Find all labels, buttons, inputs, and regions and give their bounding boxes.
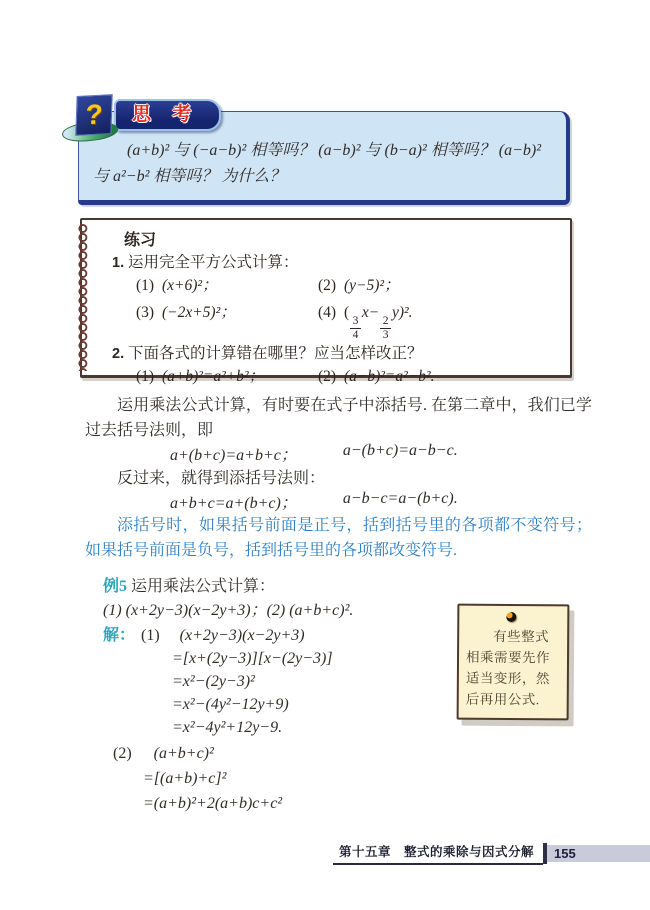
solution-part1-start — [103, 624, 445, 647]
solve-label: 解： — [103, 627, 136, 644]
think-box — [62, 95, 570, 205]
denominator: 3 — [382, 329, 389, 342]
practice-q1 — [112, 252, 560, 274]
solution-line: =x²−4y²+12y−9. — [172, 719, 283, 736]
solution-line: (x+2y−3)(x−2y+3) — [179, 627, 305, 644]
practice-title: 练习 — [124, 232, 157, 249]
exercise-item — [318, 365, 560, 388]
item-formula: (a+b)²=a²+b²； — [161, 367, 265, 385]
fraction — [350, 315, 361, 342]
item-number: (3) — [136, 304, 155, 321]
item-number: (2) — [318, 277, 337, 294]
numerator: 2 — [380, 315, 391, 329]
think-badge: 思 考 — [114, 99, 221, 131]
sticky-note-text: 有些整式相乘需要先作适当变形，然后再用公式. — [465, 628, 551, 708]
pin-icon — [506, 612, 516, 622]
page-number: 155 — [547, 845, 650, 862]
example-problems: (1) (x+2y−3)(x−2y+3)；(2) (a+b+c)². — [103, 602, 354, 619]
exercise-item-with-fractions — [318, 297, 560, 343]
paragraph-remove-brackets: 运用乘法公式计算，有时要在式子中添括号. 在第二章中，我们已学过去括号法则，即 — [85, 397, 592, 439]
sticky-note — [457, 604, 570, 721]
q1-number: 1. — [112, 255, 125, 271]
solution-line: =[(a+b)+c]² — [143, 770, 227, 787]
example-title: 运用乘法公式计算： — [131, 578, 276, 595]
q1-text: 运用完全平方公式计算： — [127, 254, 299, 271]
rule-formula-right: a−b−c=a−(b+c). — [342, 490, 458, 507]
exercise-item — [136, 297, 318, 343]
item-formula: (a−b)²=a²−b². — [343, 367, 435, 385]
example-header — [103, 575, 445, 599]
fraction — [380, 315, 391, 342]
page-footer — [333, 842, 650, 865]
denominator: 4 — [352, 329, 359, 342]
think-text-line2: 与 a²−b² 相等吗？ 为什么？ — [93, 168, 286, 185]
solution-part2-start — [113, 742, 445, 766]
example-5 — [85, 575, 445, 816]
q1-items-row2 — [112, 297, 560, 343]
add-bracket-rule-statement: 添括号时，如果括号前面是正号，括到括号里的各项都不变符号；如果括号前面是负号，括到括号里的各项都改变符号. — [85, 517, 592, 559]
rule-formula-right: a−(b+c)=a−b−c. — [342, 442, 458, 459]
item-formula: (−2x+5)²； — [161, 304, 236, 321]
question-mark-icon — [62, 95, 120, 143]
solution-line: =x²−(4y²−12y+9) — [172, 696, 289, 713]
solution-line: =(a+b)²+2(a+b)c+c² — [143, 795, 283, 812]
solution-line: (a+b+c)² — [153, 745, 214, 762]
item-number: (2) — [318, 367, 337, 385]
practice-q2 — [112, 343, 560, 365]
part1-number: (1) — [141, 627, 160, 644]
spiral-binding-icon — [73, 224, 91, 371]
open-paren: ( — [343, 304, 350, 321]
q2-items-row — [112, 365, 560, 388]
item-formula: (x+6)²； — [161, 277, 218, 294]
item-formula: (y−5)²； — [343, 277, 400, 294]
chapter-title: 第十五章 整式的乘除与因式分解 — [333, 842, 543, 865]
paragraph-reverse: 反过来，就得到添括号法则： — [117, 470, 326, 487]
exercise-item — [318, 274, 560, 297]
item-number: (1) — [136, 277, 155, 294]
solution-line: =[x+(2y−3)][x−(2y−3)] — [172, 650, 333, 667]
exercise-item — [136, 274, 318, 297]
practice-box — [80, 218, 572, 385]
rule-formula-left: a+b+c=a+(b+c)； — [170, 495, 297, 512]
part2-number: (2) — [113, 745, 132, 762]
item-formula-mid: x− — [361, 304, 380, 321]
example-label: 例5 — [103, 578, 128, 595]
rule-formula-left: a+(b+c)=a+b+c； — [170, 447, 297, 464]
solution-line: =x²−(2y−3)² — [172, 673, 255, 690]
question-glyph: ? — [75, 94, 113, 136]
item-number: (4) — [318, 304, 337, 321]
q1-items-row1 — [112, 274, 560, 297]
item-number: (1) — [136, 367, 155, 385]
think-badge-row — [62, 95, 221, 143]
q2-text: 下面各式的计算错在哪里？应当怎样改正？ — [127, 344, 423, 362]
numerator: 3 — [350, 315, 361, 329]
q2-number: 2. — [112, 345, 125, 362]
remove-bracket-rule — [85, 442, 458, 465]
item-formula-end: y)². — [391, 304, 413, 321]
add-bracket-rule — [85, 490, 458, 513]
exercise-item — [136, 365, 318, 388]
think-text-line1: (a+b)² 与 (−a−b)² 相等吗？ (a−b)² 与 (b−a)² 相等吗？ (a−b)² — [127, 142, 542, 159]
